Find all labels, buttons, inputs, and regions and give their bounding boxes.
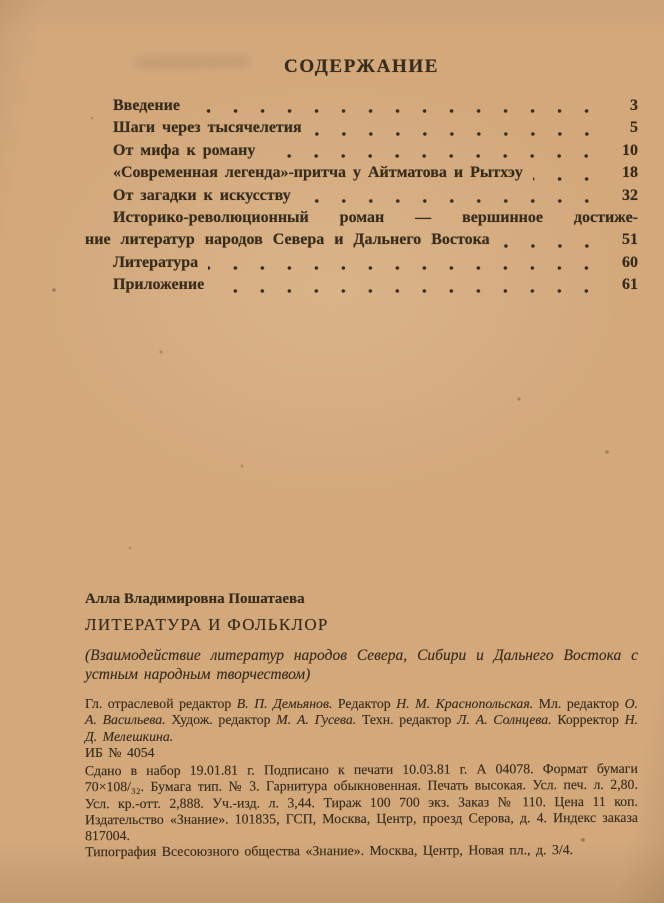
print-info-paragraph: Сдано в набор 19.01.81 г. Подписано к печати 10.03.81 г. А 04078. Формат бумаги 70×108/₃₂. Бумага тип. № 3. Гарнитура обыкновенная. Печать высокая. Усл. печ. л. 2,80. Усл. кр.-отт. 2,888. Уч.-изд. л. 3,44. Тираж 100 700 экз. Заказ № 110. Цена 11 коп. Издательство «Знание». 101835, ГСП, Москва, Центр, проезд Серова, д. 4. Индекс заказа 817004. [84, 760, 639, 844]
dot-leader [208, 264, 600, 272]
toc-list [85, 97, 638, 299]
toc-entry [85, 276, 638, 298]
book-title: ЛИТЕРАТУРА И ФОЛЬКЛОР [85, 615, 329, 634]
dot-leader [214, 287, 600, 295]
toc-entry-text: Историко-революционный роман — вершинное достиже- [113, 208, 638, 226]
toc-page-number: 10 [622, 141, 638, 159]
toc-entry-text: Литература [113, 253, 199, 271]
toc-entry [85, 119, 638, 141]
printer-line: Типография Всесоюзного общества «Знание». Москва, Центр, Новая пл., д. 3/4. [85, 842, 574, 860]
author-name: Алла Владимировна Пошатаева [85, 591, 305, 607]
toc-entry [85, 209, 638, 231]
toc-entry-text: Введение [113, 97, 180, 114]
dot-leader [312, 130, 600, 138]
editors-paragraph: Гл. отраслевой редактор В. П. Демьянов. Редактор Н. М. Краснопольская. Мл. редактор О. А. Васильева. Худож. редактор М. А. Гусева. Техн. редактор Л. А. Солнцева. Корректор Н. Д. Мелешкина. [85, 696, 639, 744]
toc-entry [85, 97, 638, 119]
ib-number: ИБ № 4054 [85, 745, 155, 761]
toc-page-number: 32 [622, 186, 638, 204]
toc-entry [85, 254, 638, 276]
toc-page-number: 5 [630, 119, 638, 137]
toc-entry-text: Шаги через тысячелетия [113, 119, 302, 137]
dot-leader [500, 242, 600, 250]
toc-entry-text: Приложение [113, 276, 205, 294]
dot-leader [301, 197, 600, 205]
imprint-block [85, 591, 638, 762]
toc-page-number: 3 [630, 97, 638, 114]
toc-entry [85, 142, 638, 164]
dot-leader [533, 175, 600, 183]
toc-page-number: 18 [622, 164, 638, 182]
dot-leader [265, 152, 600, 160]
toc-entry-text: От загадки к искусству [113, 186, 291, 204]
toc-entry [85, 164, 638, 186]
toc-page-number: 51 [622, 231, 638, 249]
toc-entry [85, 187, 638, 209]
toc-entry-text: «Современная легенда»-притча у Айтматова и Рытхэу [113, 164, 523, 182]
dot-leader [190, 107, 600, 115]
colophon-block [85, 761, 638, 861]
toc-page-number: 61 [622, 276, 638, 294]
toc-entry [85, 231, 638, 253]
toc-page-number: 60 [622, 253, 638, 271]
toc-entry-text: От мифа к роману [113, 141, 256, 159]
book-subtitle: (Взаимодействие литератур народов Севера, Сибири и Дальнего Востока с устным народным творчеством) [85, 647, 638, 683]
toc-entry-text: ние литератур народов Севера и Дальнего Востока [85, 231, 490, 249]
contents-title: СОДЕРЖАНИЕ [284, 56, 439, 77]
